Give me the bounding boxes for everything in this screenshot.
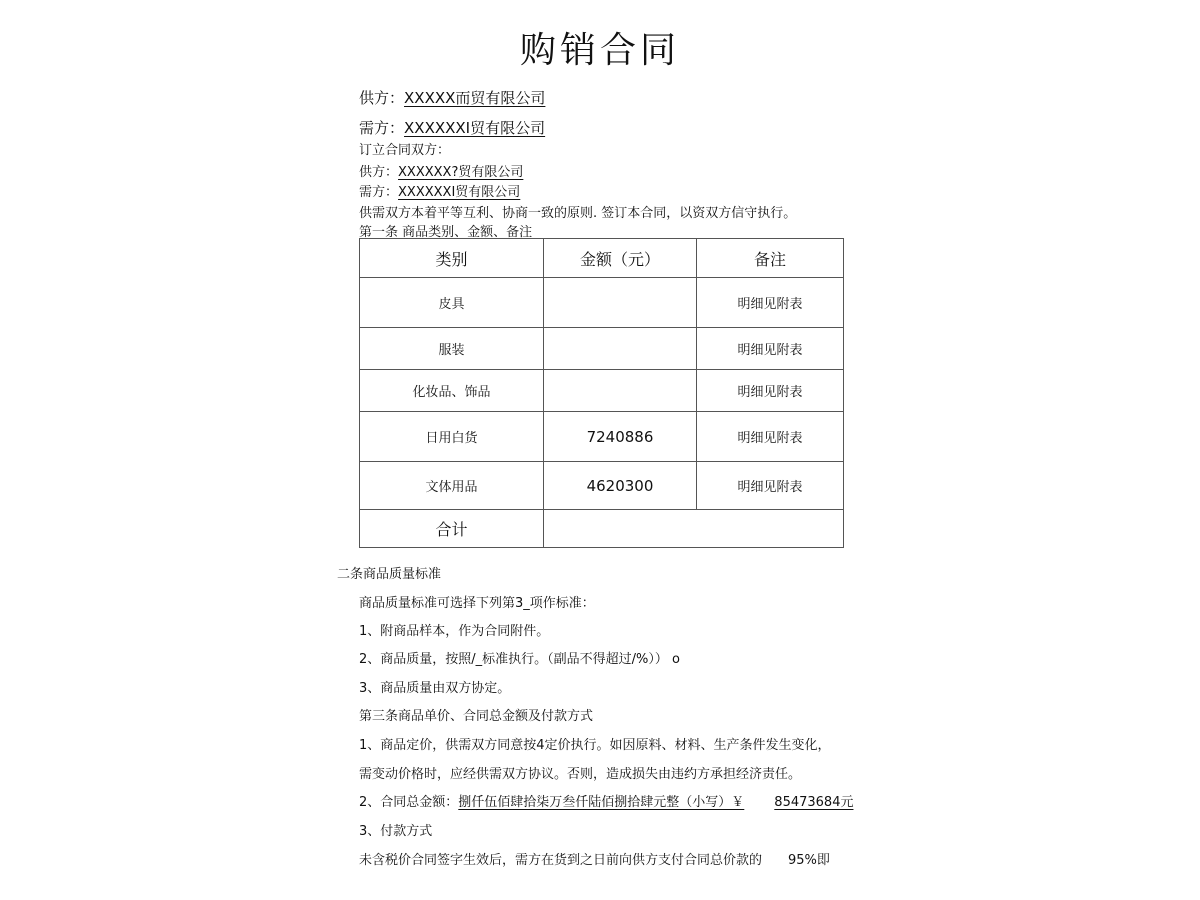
total-in-number: 85473684元 (774, 795, 854, 810)
total-prefix: 2、合同总金额： (359, 795, 459, 810)
table-row (360, 278, 844, 328)
table-row (360, 462, 844, 510)
buyer-label: 需方： (359, 119, 405, 137)
amount-cell (544, 328, 697, 370)
buyer2-name: XXXXXXI贸有限公司 (398, 185, 521, 200)
amount-cell (544, 370, 697, 412)
payment-percent: 95%即 (788, 853, 830, 868)
column-header-note: 备注 (697, 239, 844, 278)
table-row (360, 370, 844, 412)
payment-heading: 3、付款方式 (359, 824, 433, 839)
amount-cell: 4620300 (544, 462, 697, 510)
article2-line: 商品质量标准可选择下列第3_项作标准： (359, 596, 595, 611)
amount-cell: 7240886 (544, 412, 697, 462)
total-amount-cell (544, 510, 844, 548)
table-row (360, 328, 844, 370)
amount-cell (544, 278, 697, 328)
supplier-label: 供方： (359, 89, 405, 107)
parties-intro: 订立合同双方： (359, 143, 451, 158)
total-row (360, 510, 844, 548)
supplier2-name: XXXXXX?贸有限公司 (398, 165, 524, 180)
payment-line (359, 849, 830, 868)
payment-text: 未含税价合同签字生效后，需方在货到之日前向供方支付合同总价款的 (359, 853, 763, 868)
total-in-words: 捌仟伍佰肆拾柒万叁仟陆佰捌拾肆元整（小写）￥ (458, 795, 745, 810)
buyer2-line (359, 181, 520, 200)
article2-line: 1、附商品样本，作为合同附件。 (359, 624, 550, 639)
table-header-row (360, 239, 844, 278)
article3-heading: 第三条商品单价、合同总金额及付款方式 (359, 709, 594, 724)
article2-heading: 二条商品质量标准 (337, 567, 442, 582)
article1-heading: 第一条 商品类别、金额、备注 (359, 225, 533, 240)
document-title: 购销合同 (519, 30, 680, 71)
category-cell: 服装 (360, 328, 544, 370)
column-header-amount: 金额（元） (544, 239, 697, 278)
note-cell: 明细见附表 (697, 278, 844, 328)
table-row (360, 412, 844, 462)
goods-table (359, 238, 844, 548)
supplier-name: XXXXX而贸有限公司 (404, 89, 546, 107)
note-cell: 明细见附表 (697, 412, 844, 462)
article3-line: 需变动价格时，应经供需双方协议。否则，造成损失由违约方承担经济责任。 (359, 767, 802, 782)
supplier-line (359, 87, 545, 108)
note-cell: 明细见附表 (697, 462, 844, 510)
category-cell: 皮具 (360, 278, 544, 328)
category-cell: 日用白货 (360, 412, 544, 462)
article3-line: 1、商品定价，供需双方同意按4定价执行。如因原料、材料、生产条件发生变化， (359, 738, 831, 753)
note-cell: 明细见附表 (697, 370, 844, 412)
category-cell: 文体用品 (360, 462, 544, 510)
supplier2-line (359, 161, 523, 180)
column-header-category: 类别 (360, 239, 544, 278)
supplier2-label: 供方： (359, 165, 399, 180)
principle-text: 供需双方本着平等互利、协商一致的原则. 签订本合同，以资双方信守执行。 (359, 206, 797, 221)
note-cell: 明细见附表 (697, 328, 844, 370)
buyer2-label: 需方： (359, 185, 399, 200)
article2-line: 3、商品质量由双方协定。 (359, 681, 511, 696)
total-label-cell: 合计 (360, 510, 544, 548)
category-cell: 化妆品、饰品 (360, 370, 544, 412)
contract-total-line (359, 791, 853, 810)
article2-line: 2、商品质量，按照/_标准执行。（副品不得超过/%）） o (359, 652, 680, 667)
buyer-name: XXXXXXI贸有限公司 (404, 119, 546, 137)
buyer-line (359, 117, 545, 138)
